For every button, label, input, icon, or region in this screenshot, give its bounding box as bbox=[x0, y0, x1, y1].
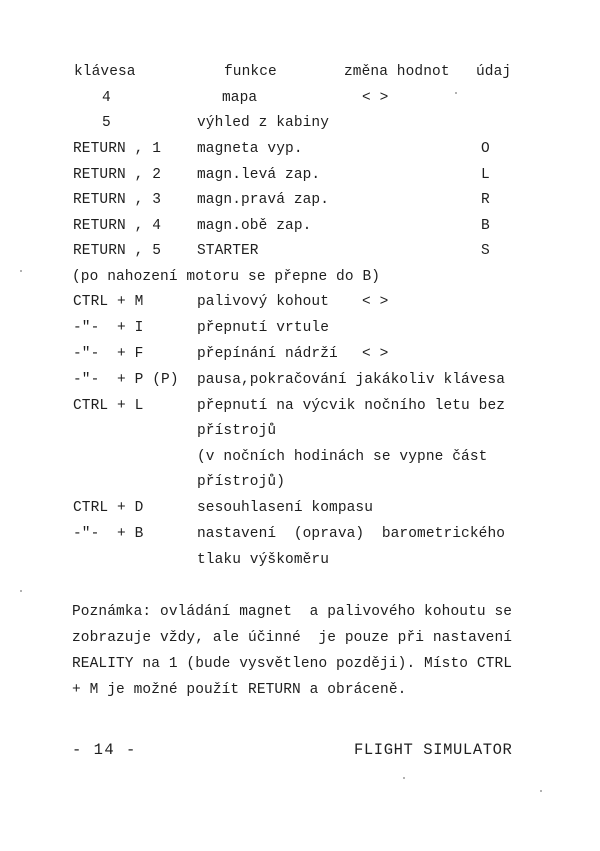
ctrl-row-key: -"- + B bbox=[73, 526, 144, 542]
row-function: magn.pravá zap. bbox=[197, 192, 330, 208]
ctrl-l-continuation: přístrojů bbox=[197, 423, 277, 439]
remark-line: zobrazuje vždy, ale účinné je pouze při nastavení bbox=[72, 630, 513, 646]
scan-speck bbox=[20, 590, 22, 592]
row-display: S bbox=[481, 243, 490, 259]
ctrl-row-function: sesouhlasení kompasu bbox=[197, 500, 374, 516]
ctrl-row-key: -"- + I bbox=[73, 320, 144, 336]
running-title: FLIGHT SIMULATOR bbox=[354, 741, 513, 759]
ctrl-row-key: CTRL + D bbox=[73, 500, 144, 516]
row-display: O bbox=[481, 141, 490, 157]
scan-speck bbox=[455, 92, 457, 94]
ctrl-row-key: -"- + F bbox=[73, 346, 144, 362]
switch-note: (po nahození motoru se přepne do B) bbox=[72, 269, 381, 285]
header-change: změna hodnot bbox=[344, 64, 450, 80]
row-function: výhled z kabiny bbox=[197, 115, 330, 131]
ctrl-l-continuation: přístrojů) bbox=[197, 474, 286, 490]
ctrl-row-change: < > bbox=[362, 346, 389, 362]
ctrl-row-key: CTRL + M bbox=[73, 294, 144, 310]
ctrl-row-function: nastavení (oprava) barometrického bbox=[197, 526, 506, 542]
ctrl-row-function: palivový kohout bbox=[197, 294, 330, 310]
row-key: RETURN , 3 bbox=[73, 192, 162, 208]
row-key: 4 bbox=[102, 90, 111, 106]
row-display: B bbox=[481, 218, 490, 234]
row-key: RETURN , 1 bbox=[73, 141, 162, 157]
page-number: - 14 - bbox=[72, 741, 137, 759]
row-function: STARTER bbox=[197, 243, 259, 259]
ctrl-row-function: pausa,pokračování jakákoliv klávesa bbox=[197, 372, 506, 388]
row-display: R bbox=[481, 192, 490, 208]
row-function: magneta vyp. bbox=[197, 141, 303, 157]
ctrl-l-continuation: (v nočních hodinách se vypne část bbox=[197, 449, 488, 465]
remark-line: + M je možné použít RETURN a obráceně. bbox=[72, 682, 407, 698]
header-display: údaj bbox=[476, 64, 512, 80]
header-key: klávesa bbox=[74, 64, 136, 80]
ctrl-row-function: přepínání nádrží bbox=[197, 346, 338, 362]
ctrl-row-key: CTRL + L bbox=[73, 398, 144, 414]
ctrl-row-function: přepnutí vrtule bbox=[197, 320, 330, 336]
row-change: < > bbox=[362, 90, 389, 106]
remark-line: Poznámka: ovládání magnet a palivového kohoutu se bbox=[72, 604, 513, 620]
header-function: funkce bbox=[224, 64, 277, 80]
ctrl-row-change: < > bbox=[362, 294, 389, 310]
row-function: mapa bbox=[222, 90, 258, 106]
row-key: 5 bbox=[102, 115, 111, 131]
ctrl-row-key: -"- + P (P) bbox=[73, 372, 179, 388]
scan-speck bbox=[403, 777, 405, 779]
ctrl-b-continuation: tlaku výškoměru bbox=[197, 552, 330, 568]
row-key: RETURN , 5 bbox=[73, 243, 162, 259]
ctrl-row-function: přepnutí na výcvik nočního letu bez bbox=[197, 398, 506, 414]
row-key: RETURN , 2 bbox=[73, 167, 162, 183]
row-display: L bbox=[481, 167, 490, 183]
scan-speck bbox=[540, 790, 542, 792]
scan-speck bbox=[20, 270, 22, 272]
row-function: magn.levá zap. bbox=[197, 167, 321, 183]
remark-line: REALITY na 1 (bude vysvětleno později). Místo CTRL bbox=[72, 656, 513, 672]
row-key: RETURN , 4 bbox=[73, 218, 162, 234]
row-function: magn.obě zap. bbox=[197, 218, 312, 234]
